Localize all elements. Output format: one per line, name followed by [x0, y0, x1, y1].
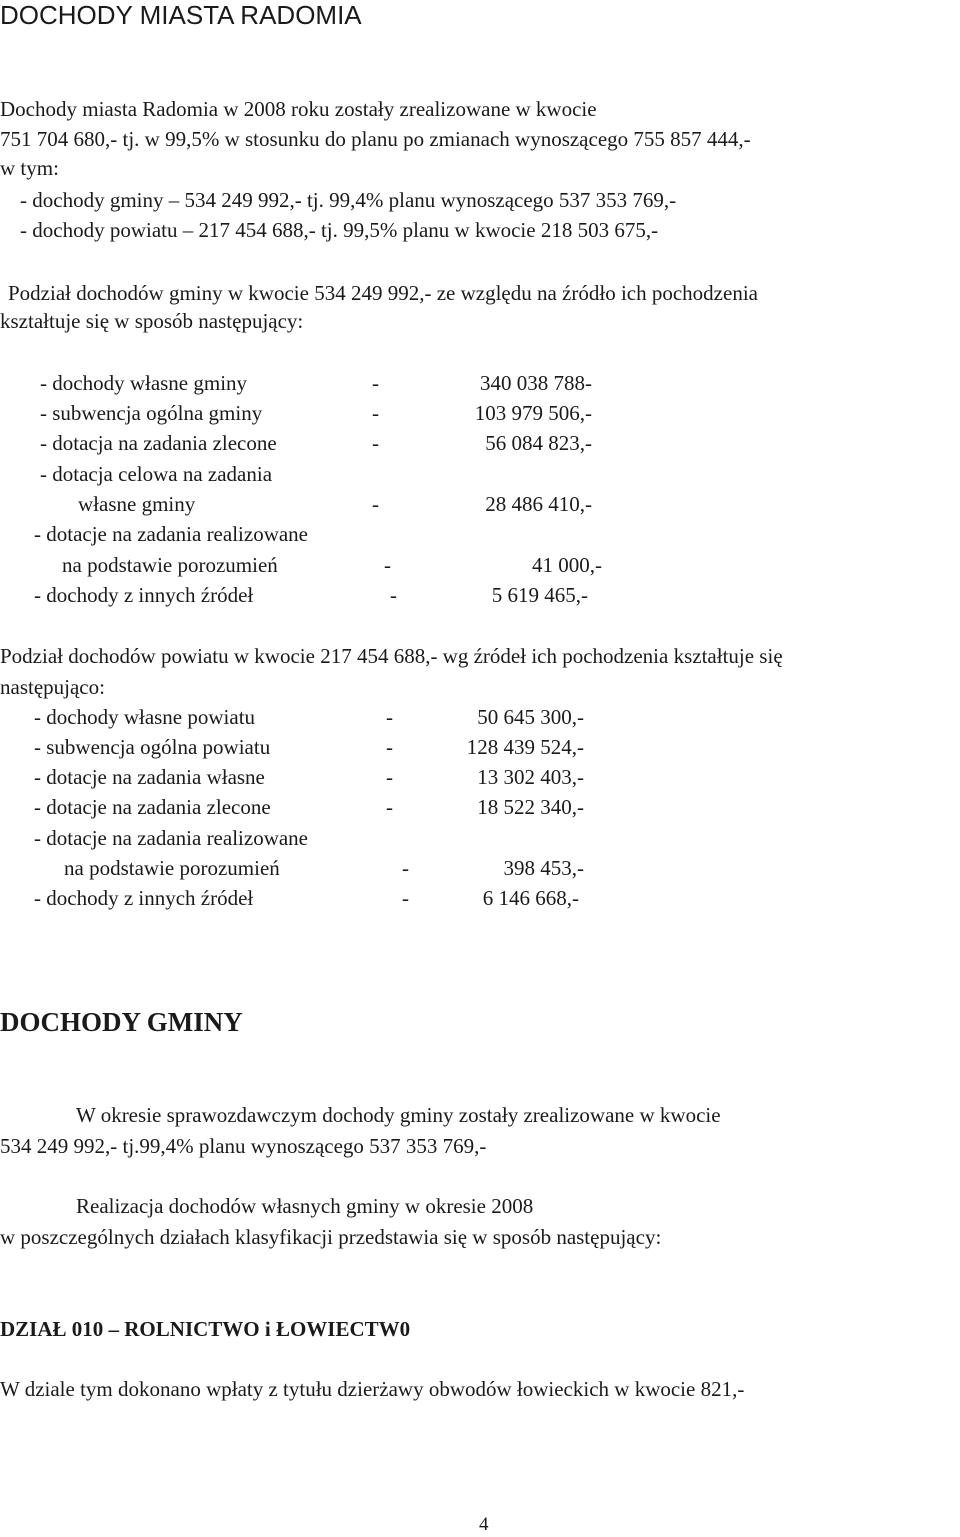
powiat-item-dash: - [386, 705, 393, 729]
intro-bullet-powiat: - dochody powiatu – 217 454 688,- tj. 99,5% planu w kwocie 218 503 675,- [20, 218, 659, 242]
gmina-split-intro-2: kształtuje się w sposób następujący: [0, 309, 304, 333]
gmina-item-label: - dotacja celowa na zadania [40, 462, 273, 486]
gmina-para-1-line-1: W okresie sprawozdawczym dochody gminy zostały zrealizowane w kwocie [76, 1103, 721, 1127]
powiat-item-label: - dotacje na zadania realizowane [34, 826, 308, 850]
powiat-item-dash: - [386, 765, 393, 789]
intro-bullet-gmina: - dochody gminy – 534 249 992,- tj. 99,4% planu wynoszącego 537 353 769,- [20, 188, 677, 212]
gmina-item-dash: - [372, 431, 379, 455]
gmina-item-dash: - [372, 371, 379, 395]
gmina-para-1-line-2: 534 249 992,- tj.99,4% planu wynoszącego 537 353 769,- [0, 1134, 487, 1158]
section-heading-gmina: DOCHODY GMINY [0, 1007, 243, 1037]
powiat-item-amount: 6 146 668,- [482, 886, 579, 910]
intro-line-2: 751 704 680,- tj. w 99,5% w stosunku do planu po zmianach wynoszącego 755 857 444,- [0, 127, 751, 151]
gmina-item-label: - dotacje na zadania realizowane [34, 522, 308, 546]
powiat-item-label: - subwencja ogólna powiatu [34, 735, 271, 759]
gmina-item-amount: 28 486 410,- [485, 492, 592, 516]
powiat-item-label: - dochody własne powiatu [34, 705, 256, 729]
powiat-item-label: - dochody z innych źródeł [34, 886, 254, 910]
gmina-item-label: - dochody z innych źródeł [34, 583, 254, 607]
gmina-item-dash: - [390, 583, 397, 607]
dzial-text: W dziale tym dokonano wpłaty z tytułu dzierżawy obwodów łowieckich w kwocie 821,- [0, 1377, 745, 1401]
powiat-item-label-cont: na podstawie porozumień [64, 856, 280, 880]
powiat-item-amount: 398 453,- [503, 856, 584, 880]
gmina-item-label: - dotacja na zadania zlecone [40, 431, 277, 455]
gmina-item-dash: - [372, 401, 379, 425]
powiat-item-dash: - [402, 886, 409, 910]
powiat-item-amount: 50 645 300,- [477, 705, 584, 729]
powiat-split-intro-2: następująco: [0, 675, 105, 699]
gmina-item-label-cont: własne gminy [78, 492, 196, 516]
gmina-item-amount: 340 038 788- [480, 371, 592, 395]
dzial-heading: DZIAŁ 010 – ROLNICTWO i ŁOWIECTW0 [0, 1317, 411, 1341]
gmina-item-label: - subwencja ogólna gminy [40, 401, 263, 425]
gmina-item-dash: - [384, 553, 391, 577]
gmina-para-2-line-2: w poszczególnych działach klasyfikacji przedstawia się w sposób następujący: [0, 1225, 662, 1249]
powiat-item-label: - dotacje na zadania własne [34, 765, 265, 789]
powiat-item-dash: - [386, 735, 393, 759]
powiat-split-intro-1: Podział dochodów powiatu w kwocie 217 454 688,- wg źródeł ich pochodzenia kształtuje się [0, 644, 783, 668]
gmina-item-amount: 103 979 506,- [474, 401, 592, 425]
gmina-split-intro-1: Podział dochodów gminy w kwocie 534 249 992,- ze względu na źródło ich pochodzenia [8, 281, 758, 305]
powiat-item-amount: 18 522 340,- [477, 795, 584, 819]
page-title: DOCHODY MIASTA RADOMIA [0, 0, 362, 30]
powiat-item-dash: - [386, 795, 393, 819]
powiat-item-amount: 13 302 403,- [477, 765, 584, 789]
gmina-item-amount: 5 619 465,- [491, 583, 588, 607]
intro-line-3: w tym: [0, 156, 59, 180]
page-number: 4 [479, 1514, 489, 1535]
powiat-item-amount: 128 439 524,- [466, 735, 584, 759]
powiat-item-label: - dotacje na zadania zlecone [34, 795, 271, 819]
gmina-item-amount: 56 084 823,- [485, 431, 592, 455]
gmina-item-label: - dochody własne gminy [40, 371, 248, 395]
intro-line-1: Dochody miasta Radomia w 2008 roku zostały zrealizowane w kwocie [0, 97, 597, 121]
gmina-para-2-line-1: Realizacja dochodów własnych gminy w okresie 2008 [76, 1194, 534, 1218]
gmina-item-amount: 41 000,- [532, 553, 602, 577]
powiat-item-dash: - [402, 856, 409, 880]
gmina-item-label-cont: na podstawie porozumień [62, 553, 278, 577]
gmina-item-dash: - [372, 492, 379, 516]
